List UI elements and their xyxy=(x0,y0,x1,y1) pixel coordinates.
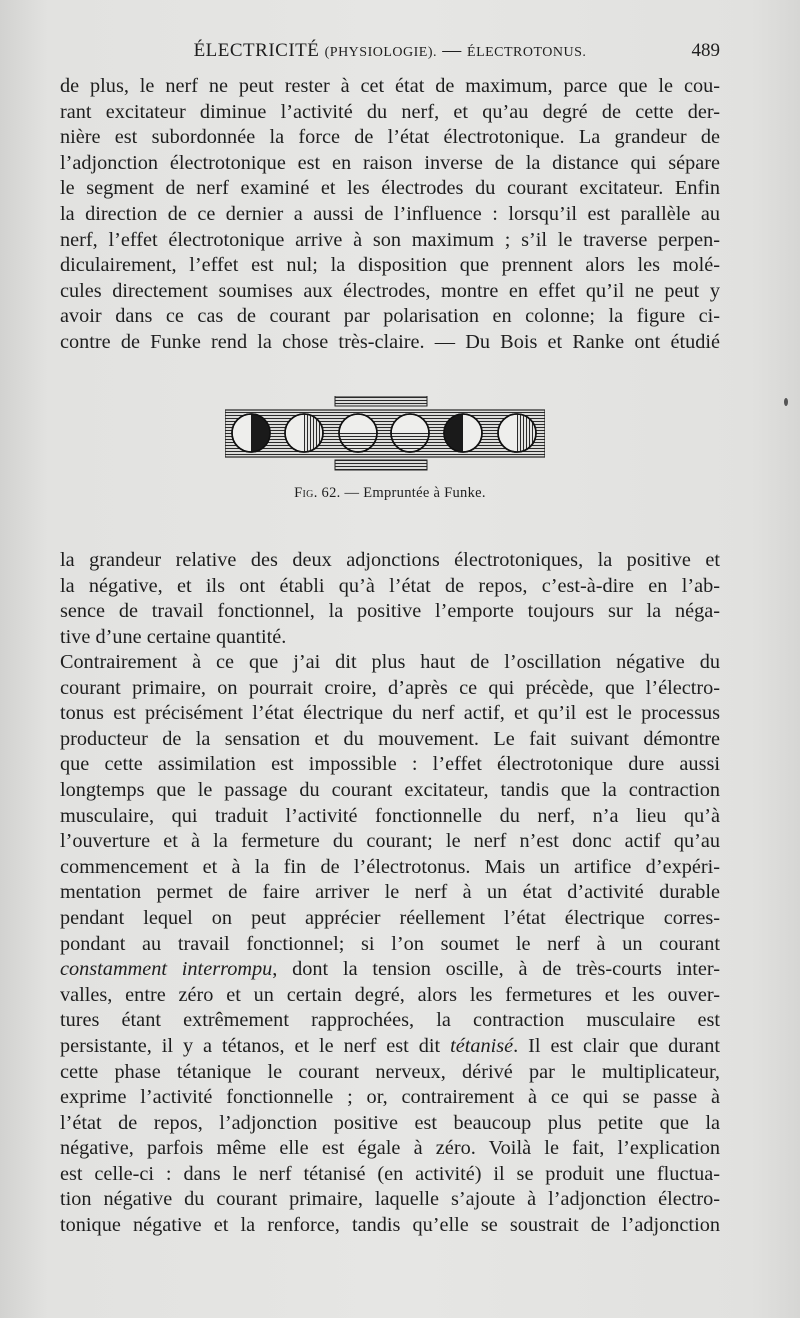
page-number: 489 xyxy=(691,40,720,61)
running-title xyxy=(60,40,720,62)
text-line: nerf, l’effet électrotonique arrive à son maximum ; s’il le traverse perpen- xyxy=(60,228,720,251)
figure-source: — Empruntée à Funke. xyxy=(344,485,486,501)
running-header xyxy=(60,40,720,70)
text-line: cette phase tétanique le courant nerveux, dérivé par le multiplicateur, xyxy=(60,1060,720,1083)
text-line: la direction de ce dernier a aussi de l’influence : lorsqu’il est parallèle au xyxy=(60,202,720,225)
text-line: valles, entre zéro et un certain degré, alors les fermetures et les ouver- xyxy=(60,983,720,1006)
text-line: tonus est précisément l’état électrique du nerf actif, et qu’il est le processus xyxy=(60,702,720,725)
text-line: tures étant extrêmement rapprochées, la contraction musculaire est xyxy=(60,1009,720,1032)
text-line: nière est subordonnée la force de l’état électrotonique. La grandeur de xyxy=(60,126,720,149)
paragraph-middle xyxy=(60,548,720,650)
text-line: rant excitateur diminue l’activité du nerf, et qu’au degré de cette der- xyxy=(60,100,720,123)
paragraph-top xyxy=(60,74,720,356)
italic-word: tétanisé xyxy=(450,1034,514,1057)
ink-speck xyxy=(784,398,788,406)
text-line: la négative, et ils ont établi qu’à l’état de repos, c’est-à-dire en l’ab- xyxy=(60,574,720,597)
text-line: diculairement, l’effet est nul; la disposition que prennent alors les molé- xyxy=(60,254,720,277)
text-line: sence de travail fonctionnel, la positive l’emporte toujours sur la néga- xyxy=(60,600,720,623)
header-title-sub: (PHYSIOLOGIE). xyxy=(324,45,438,60)
italic-phrase: constamment interrompu xyxy=(60,958,273,981)
header-separator: — xyxy=(442,40,462,61)
paragraph-bottom xyxy=(60,650,720,1239)
bottom-electrode xyxy=(335,460,427,470)
text-line: tive d’une certaine quantité. xyxy=(60,625,287,648)
text-line: Contrairement à ce que j’ai dit plus haut de l’oscillation négative du xyxy=(60,651,720,673)
figure-caption xyxy=(60,485,720,502)
text-line: est celle-ci : dans le nerf tétanisé (en activité) il se produit une fluctua- xyxy=(60,1162,720,1185)
text-line: de plus, le nerf ne peut rester à cet état de maximum, parce que le cou- xyxy=(60,75,720,97)
text-line-italic: constamment interrompu, dont la tension oscille, à de très-courts inter- xyxy=(60,958,720,981)
text-line-tetanise: persistante, il y a tétanos, et le nerf est dit tétanisé. Il est clair que durant xyxy=(60,1034,720,1057)
text-line: pondant au travail fonctionnel; si l’on soumet le nerf à un courant xyxy=(60,932,720,955)
figure-label: Fig. 62. xyxy=(294,485,341,501)
text-line: producteur de la sensation et du mouvement. Le fait suivant démontre xyxy=(60,727,720,750)
text-line: l’ouverture et à la fermeture du courant; le nerf n’est donc actif qu’au xyxy=(60,830,720,853)
text-line: exprime l’activité fonctionnelle ; or, contrairement à ce qui se passe à xyxy=(60,1086,720,1109)
text-line: courant primaire, on pourrait croire, d’après ce qui précède, que l’électro- xyxy=(60,676,720,699)
text-line: pendant lequel on peut apprécier réellement l’état électrique corres- xyxy=(60,906,720,929)
text-line: mentation permet de faire arriver le nerf à un état d’activité durable xyxy=(60,881,720,904)
text-line: commencement et à la fin de l’électrotonus. Mais un artifice d’expéri- xyxy=(60,855,720,878)
text-line: le segment de nerf examiné et les électrodes du courant excitateur. Enfin xyxy=(60,177,720,200)
nerf-band xyxy=(225,410,545,457)
text-line: musculaire, qui traduit l’activité fonctionnelle du nerf, n’a lieu qu’à xyxy=(60,804,720,827)
text-line: l’état de repos, l’adjonction positive est beaucoup plus petite que la xyxy=(60,1111,720,1134)
text-line: cules directement soumises aux électrodes, montre en effet qu’il ne peut y xyxy=(60,279,720,302)
text-line: l’adjonction électrotonique est en raison inverse de la distance qui sépare xyxy=(60,151,720,174)
text-line: tonique négative et la renforce, tandis qu’elle se soustrait de l’adjonction xyxy=(60,1214,720,1237)
top-electrode xyxy=(335,396,427,406)
header-title-main: ÉLECTRICITÉ xyxy=(193,40,320,61)
text-line: longtemps que le passage du courant excitateur, tandis que la contraction xyxy=(60,778,720,801)
text-line: négative, parfois même elle est égale à zéro. Voilà le fait, l’explication xyxy=(60,1137,720,1160)
text-line: la grandeur relative des deux adjonctions électrotoniques, la positive et xyxy=(60,549,720,571)
figure-62-illustration xyxy=(225,396,545,472)
text-line: avoir dans ce cas de courant par polarisation en colonne; la figure ci- xyxy=(60,305,720,328)
text-line: que cette assimilation est impossible : l’effet électrotonique dure aussi xyxy=(60,753,720,776)
text-line: tion négative du courant primaire, laquelle s’ajoute à l’adjonction électro- xyxy=(60,1188,720,1211)
text-line: contre de Funke rend la chose très-claire. — Du Bois et Ranke ont étudié xyxy=(60,330,720,353)
header-title-topic: ÉLECTROTONUS. xyxy=(467,45,587,60)
